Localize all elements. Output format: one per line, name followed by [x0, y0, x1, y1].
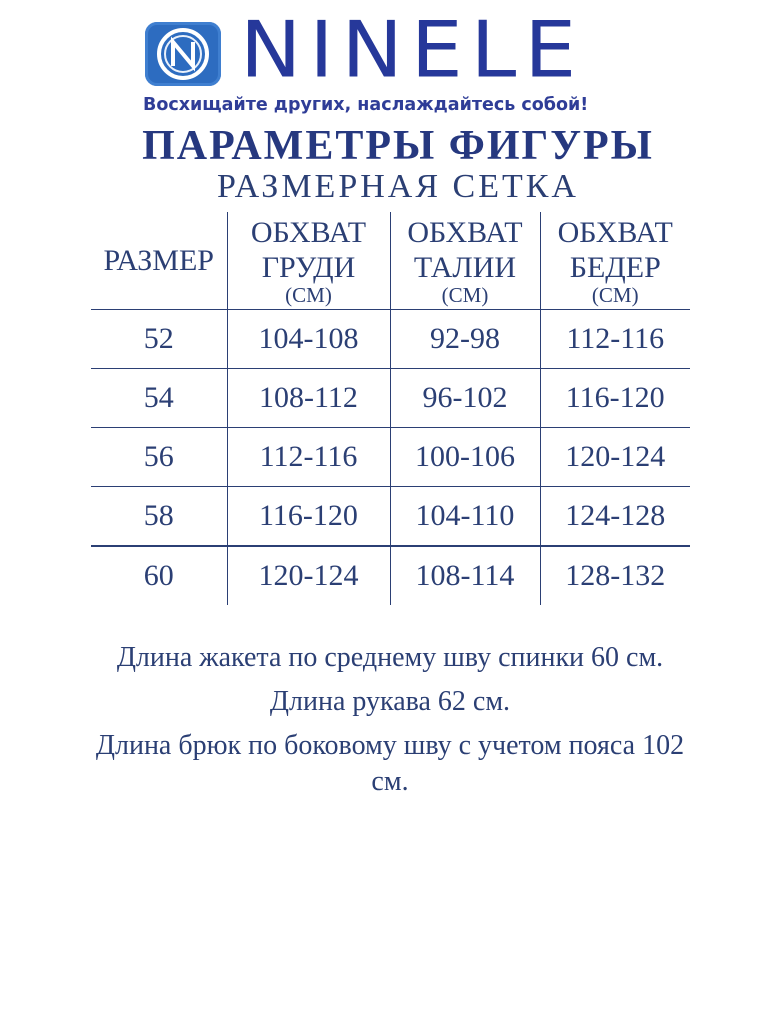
cell-waist: 100-106: [390, 428, 540, 487]
cell-chest: 112-116: [227, 428, 390, 487]
header-hips-line2: БЕДЕР: [569, 250, 661, 284]
cell-chest: 120-124: [227, 546, 390, 605]
brand-logo: [0, 0, 768, 125]
note-sleeve-length: Длина рукава 62 см.: [269, 686, 511, 717]
header-hips-line1: ОБХВАТ: [557, 215, 673, 249]
cell-size: 60: [143, 559, 174, 592]
header-waist: [390, 212, 540, 310]
table-row: [91, 546, 690, 605]
cell-waist: 92-98: [390, 310, 540, 369]
cell-waist: 104-110: [390, 487, 540, 547]
cell-hips: 116-120: [540, 369, 690, 428]
cell-chest: 104-108: [227, 310, 390, 369]
cell-hips: 112-116: [540, 310, 690, 369]
header-waist-line1: ОБХВАТ: [407, 215, 523, 249]
header-hips-unit: (СМ): [591, 282, 639, 307]
table-row: [91, 310, 690, 369]
header-chest-line2: ГРУДИ: [261, 250, 356, 284]
header-waist-unit: (СМ): [441, 282, 489, 307]
cell-size: 56: [143, 440, 174, 473]
note-trousers-length: Длина брюк по боковому шву с учетом пояса 102 см.: [95, 730, 685, 797]
table-row: [91, 428, 690, 487]
brand-tagline: Восхищайте других, наслаждайтесь собой!: [143, 95, 589, 115]
table-row: [91, 487, 690, 547]
header-waist-line2: ТАЛИИ: [413, 250, 517, 284]
logo-emblem-icon: [145, 22, 221, 86]
cell-chest: 116-120: [227, 487, 390, 547]
table-header-row: [91, 212, 690, 310]
size-table: [91, 212, 690, 605]
header-size-label: РАЗМЕР: [103, 244, 214, 277]
product-notes: [80, 640, 700, 808]
page-subtitle: РАЗМЕРНАЯ СЕТКА: [217, 168, 579, 205]
cell-hips: 120-124: [540, 428, 690, 487]
logo-wordmark: NINELE: [240, 5, 585, 96]
cell-size: 58: [143, 499, 174, 532]
table-row: [91, 369, 690, 428]
header-chest-line1: ОБХВАТ: [250, 215, 367, 249]
cell-size: 54: [143, 381, 174, 414]
header-hips: [540, 212, 690, 310]
cell-waist: 108-114: [390, 546, 540, 605]
cell-waist: 96-102: [390, 369, 540, 428]
header-size: [91, 212, 227, 310]
header-chest-unit: (СМ): [285, 282, 332, 307]
page-title: ПАРАМЕТРЫ ФИГУРЫ: [142, 123, 654, 169]
cell-hips: 128-132: [540, 546, 690, 605]
cell-size: 52: [143, 322, 174, 355]
note-jacket-length: Длина жакета по среднему шву спинки 60 см.: [116, 642, 664, 673]
cell-chest: 108-112: [227, 369, 390, 428]
cell-hips: 124-128: [540, 487, 690, 547]
header-chest: [227, 212, 390, 310]
